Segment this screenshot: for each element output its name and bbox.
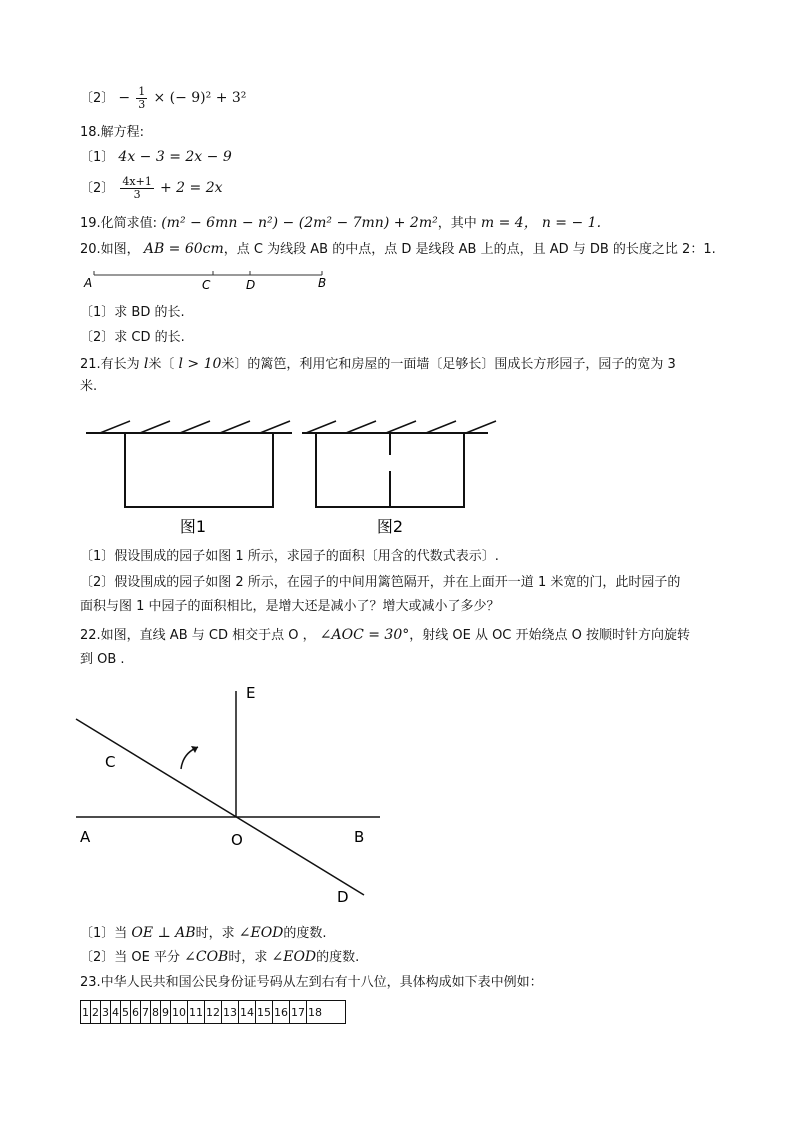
q18-part2: 〔2〕 $\frac{4x+1}{3}$ + 2 = 2x	[80, 175, 223, 201]
q17-part2: 〔2〕 − $\frac{1}{3}$ × (− 9)² + 3²	[80, 85, 247, 111]
table-cell: 15	[256, 1001, 273, 1024]
segment-diagram	[80, 265, 340, 295]
point-label-c: C	[202, 278, 211, 292]
point-label-e: E	[246, 684, 256, 702]
q18-title: 18.解方程:	[80, 125, 145, 140]
table-cell: 11	[188, 1001, 205, 1024]
table-cell: 1	[81, 1001, 91, 1024]
figure-1-label: 图1	[179, 517, 207, 536]
q21-line1: 21.有长为 l米〔 l > 10米〕的篱笆，利用它和房屋的一面墙〔足够长〕围成长方形园子，园子的宽为 3	[80, 356, 676, 372]
q20-part2: 〔2〕求 CD 的长.	[80, 330, 185, 345]
q19: 19.化简求值: (m² − 6mn − n²) − (2m² − 7mn) + 2m²，其中 m = 4， n = − 1.	[80, 215, 602, 231]
q23-text: 23.中华人民共和国公民身份证号码从左到右有十八位，具体构成如下表中例如：	[80, 975, 543, 990]
id-number-table	[80, 1000, 346, 1024]
point-label-c: C	[105, 753, 116, 771]
table-cell: 12	[205, 1001, 222, 1024]
point-label-b: B	[354, 828, 365, 846]
q21-part2-line2: 面积与图 1 中园子的面积相比，是增大还是减小了？增大或减小了多少？	[80, 599, 500, 614]
q22-line1: 22.如图，直线 AB 与 CD 相交于点 O ， ∠AOC = 30°，射线 OE 从 OC 开始绕点 O 按顺时针方向旋转	[80, 627, 691, 643]
table-cell: 4	[111, 1001, 121, 1024]
table-cell: 18	[307, 1001, 346, 1024]
point-label-d: D	[246, 278, 256, 292]
table-cell: 7	[141, 1001, 151, 1024]
point-label-o: O	[231, 831, 243, 849]
fraction: $\frac{1}{3}$	[138, 85, 146, 111]
table-cell: 5	[121, 1001, 131, 1024]
angle-diagram	[70, 675, 390, 915]
q20-part1: 〔1〕求 BD 的长.	[80, 305, 185, 320]
point-label-d: D	[337, 888, 349, 906]
table-cell: 9	[161, 1001, 171, 1024]
table-cell: 10	[171, 1001, 188, 1024]
q22-part1: 〔1〕当 OE ⊥ AB时，求 ∠EOD的度数.	[80, 925, 327, 941]
point-label-b: B	[318, 276, 327, 290]
table-row	[81, 1001, 346, 1024]
point-label-a: A	[80, 828, 91, 846]
q22-part2: 〔2〕当 OE 平分 ∠COB时，求 ∠EOD的度数.	[80, 949, 360, 965]
point-label-a: A	[84, 276, 93, 290]
table-cell: 8	[151, 1001, 161, 1024]
q21-line2: 米.	[80, 379, 98, 394]
garden-figures	[80, 415, 500, 540]
q21-part2-line1: 〔2〕假设围成的园子如图 2 所示，在园子的中间用篱笆隔开，并在上面开一道 1 米宽的门，此时园子的	[80, 575, 681, 590]
q20-text: 20.如图， AB = 60cm，点 C 为线段 AB 的中点，点 D 是线段 AB 上的点，且 AD 与 DB 的长度之比 2：1.	[80, 241, 716, 257]
fraction: $\frac{4x+1}{3}$	[122, 175, 152, 201]
table-cell: 6	[131, 1001, 141, 1024]
table-cell: 3	[101, 1001, 111, 1024]
q18-part1: 〔1〕 4x − 3 = 2x − 9	[80, 149, 232, 165]
table-cell: 16	[273, 1001, 290, 1024]
table-cell: 17	[290, 1001, 307, 1024]
table-cell: 14	[239, 1001, 256, 1024]
q21-part1: 〔1〕假设围成的园子如图 1 所示，求园子的面积〔用含的代数式表示〕.	[80, 549, 499, 564]
figure-2-label: 图2	[376, 517, 404, 536]
table-cell: 2	[91, 1001, 101, 1024]
q22-line2: 到 OB .	[80, 652, 125, 667]
table-cell: 13	[222, 1001, 239, 1024]
